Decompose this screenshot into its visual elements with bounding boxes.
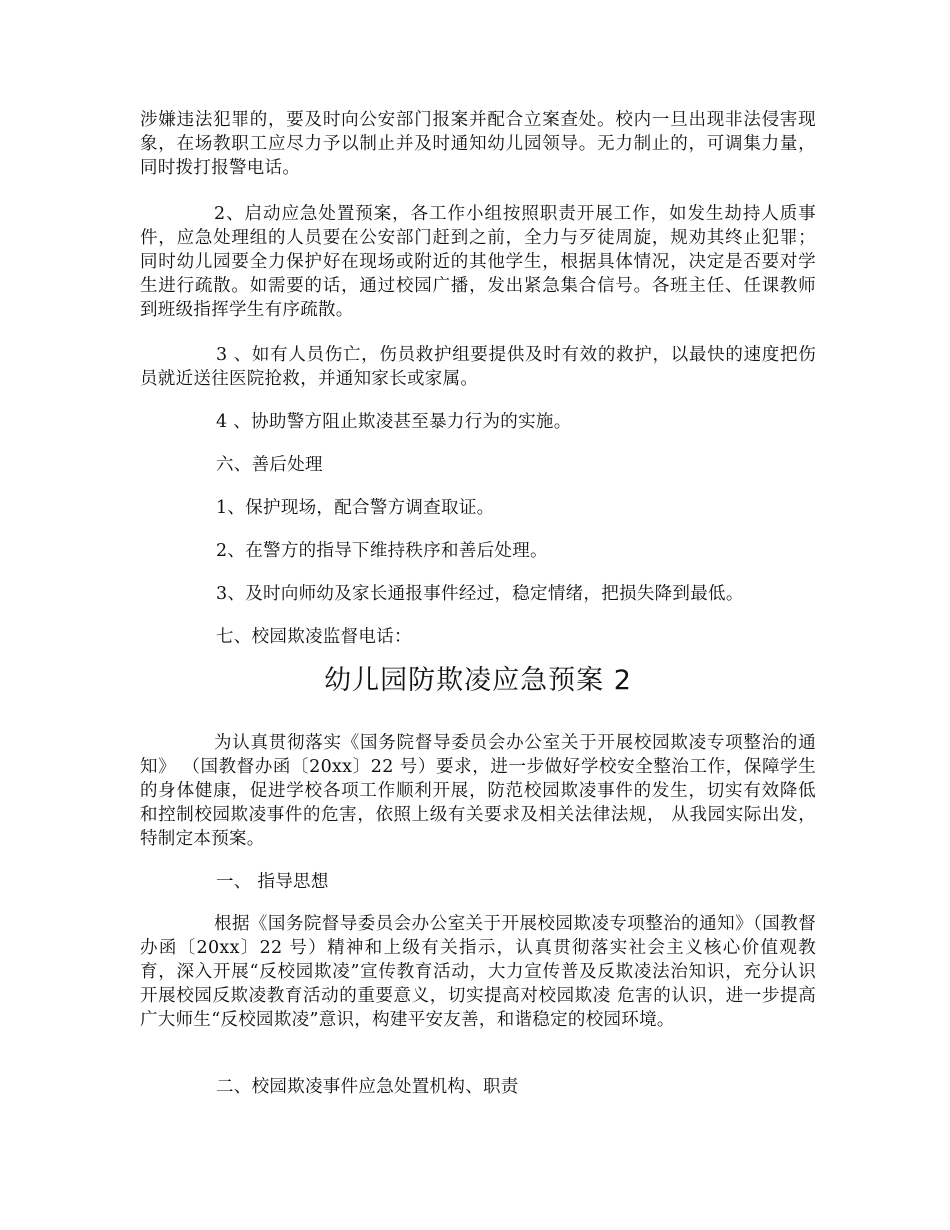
paragraph-notify-parents: 3、及时向师幼及家长通报事件经过，稳定情绪，把损失降到最低。 xyxy=(216,584,744,604)
heading-guiding-ideology: 一、 指导思想 xyxy=(216,872,329,892)
paragraph-continuation: 涉嫌违法犯罪的，要及时向公安部门报案并配合立案查处。校内一旦出现非法侵害现象，在场教职工应尽力予以制止并及时通知幼儿园领导。无力制止的，可调集力量，同时拨打报警电话。 xyxy=(140,110,816,178)
heading-organization: 二、校园欺凌事件应急处置机构、职责 xyxy=(216,1077,519,1097)
document-title: 幼儿园防欺凌应急预案 2 xyxy=(324,665,632,696)
heading-hotline: 七、校园欺凌监督电话： xyxy=(216,627,412,647)
paragraph-injury-rescue: 3 、如有人员伤亡，伤员救护组要提供及时有效的救护，以最快的速度把伤员就近送往医院抢救，并通知家长或家属。 xyxy=(140,345,816,389)
paragraph-intro: 为认真贯彻落实《国务院督导委员会办公室关于开展校园欺凌专项整治的通知》 （国教督办函〔20xx〕22 号）要求，进一步做好学校安全整治工作，保障学生的身体健康，促进学校各项工作顺利开展，防范校园欺凌事件的发生，切实有效降低和控制校园欺凌事件的危害，依照上级有关要求及相关法律法规， 从我园实际出发，特制定本预案。 xyxy=(140,733,816,849)
paragraph-emergency-plan: 2、启动应急处置预案，各工作小组按照职责开展工作，如发生劫持人质事件，应急处理组的人员要在公安部门赶到之前，全力与歹徒周旋，规劝其终止犯罪；同时幼儿园要全力保护好在现场或附近的其他学生，根据具体情况，决定是否要对学生进行疏散。如需要的话，通过校园广播，发出紧急集合信号。各班主任、任课教师到班级指挥学生有序疏散。 xyxy=(140,204,816,320)
paragraph-maintain-order: 2、在警方的指导下维持秩序和善后处理。 xyxy=(216,541,548,561)
paragraph-guiding-ideology: 根据《国务院督导委员会办公室关于开展校园欺凌专项整治的通知》（国教督办函〔20xx〕22 号）精神和上级有关指示，认真贯彻落实社会主义核心价值观教育，深入开展“反校园欺凌”宣传教育活动，大力宣传普及反欺凌法治知识，充分认识开展校园反欺凌教育活动的重要意义，切实提高对校园欺凌 危害的认识，进一步提高广大师生“反校园欺凌”意识，构建平安友善，和谐稳定的校园环境。 xyxy=(140,914,816,1030)
paragraph-assist-police: 4 、协助警方阻止欺凌甚至暴力行为的实施。 xyxy=(216,412,572,432)
paragraph-protect-scene: 1、保护现场，配合警方调查取证。 xyxy=(216,498,495,518)
heading-aftermath: 六、善后处理 xyxy=(216,455,323,475)
